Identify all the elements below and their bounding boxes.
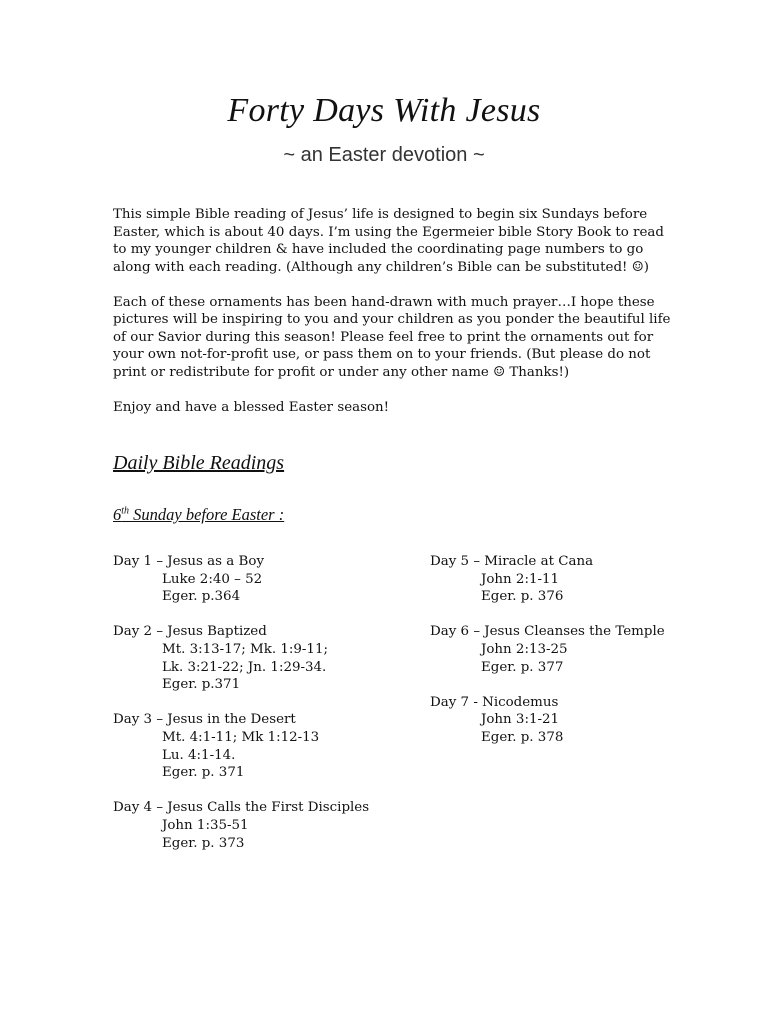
day-reference: Eger. p.371 [162,677,241,693]
day-reference: Eger. p. 371 [162,765,245,781]
day-title: Day 6 – Jesus Cleanses the Temple [430,624,665,640]
document-title: Forty Days With Jesus [227,92,541,129]
day-reference: Lu. 4:1-14. [162,747,236,763]
day-title: Day 1 – Jesus as a Boy [113,554,265,569]
intro-paragraph: Enjoy and have a blessed Easter season! [113,399,390,415]
day-reference: Mt. 3:13-17; Mk. 1:9-11; [162,641,328,657]
readings-left-column [113,553,413,870]
day-reference: Eger. p.364 [162,589,241,605]
day-title: Day 5 – Miracle at Cana [430,554,594,569]
day-reference: Mt. 4:1-11; Mk 1:12-13 [162,729,320,745]
day-reference: John 1:35-51 [162,817,249,833]
day-reference: John 2:1-11 [481,571,560,587]
day-entry [430,553,730,606]
readings-right-column [430,553,730,764]
day-reference: Eger. p. 376 [481,589,564,605]
day-title: Day 3 – Jesus in the Desert [113,712,296,728]
day-title: Day 4 – Jesus Calls the First Disciples [113,800,370,816]
document-subtitle: ~ an Easter devotion ~ [283,144,485,166]
day-title: Day 7 - Nicodemus [430,694,559,710]
day-reference: Lk. 3:21-22; Jn. 1:29-34. [162,659,327,675]
intro-paragraph: This simple Bible reading of Jesus’ life is designed to begin six Sundays before Easter, which is about 40 days. I’m using the Egermeier bible Story Book to read to my younger children & have included the coordinating page numbers to go along with each reading. (Although any children’s Bible can be substituted! ☺) [113,207,664,275]
day-reference: Eger. p. 373 [162,835,245,851]
day-reference: Eger. p. 377 [481,659,564,675]
week-heading-text: Sunday before Easter : [129,505,285,524]
intro-paragraph: Each of these ornaments has been hand-drawn with much prayer…I hope these pictures will be inspiring to you and your children as you ponder the beautiful life of our Savior during this season! Please feel free to print the ornaments out for your own not-for-profit use, or pass them on to your friends. (But please do not print or redistribute for profit or under any other name ☺ Thanks!) [113,294,671,380]
day-entry [113,553,413,606]
intro-text [113,206,673,434]
day-reference: Eger. p. 378 [481,729,564,745]
week-heading [113,505,284,525]
week-number: 6 [113,505,122,524]
section-heading: Daily Bible Readings [113,452,285,474]
day-entry [430,623,730,676]
day-entry [113,623,413,693]
day-reference: Luke 2:40 – 52 [162,571,263,587]
day-entry [113,711,413,781]
day-entry [430,694,730,747]
day-entry [113,799,413,852]
day-reference: John 2:13-25 [481,641,568,657]
day-reference: John 3:1-21 [481,712,560,728]
week-number-suffix: th [121,505,130,517]
day-title: Day 2 – Jesus Baptized [113,624,267,640]
